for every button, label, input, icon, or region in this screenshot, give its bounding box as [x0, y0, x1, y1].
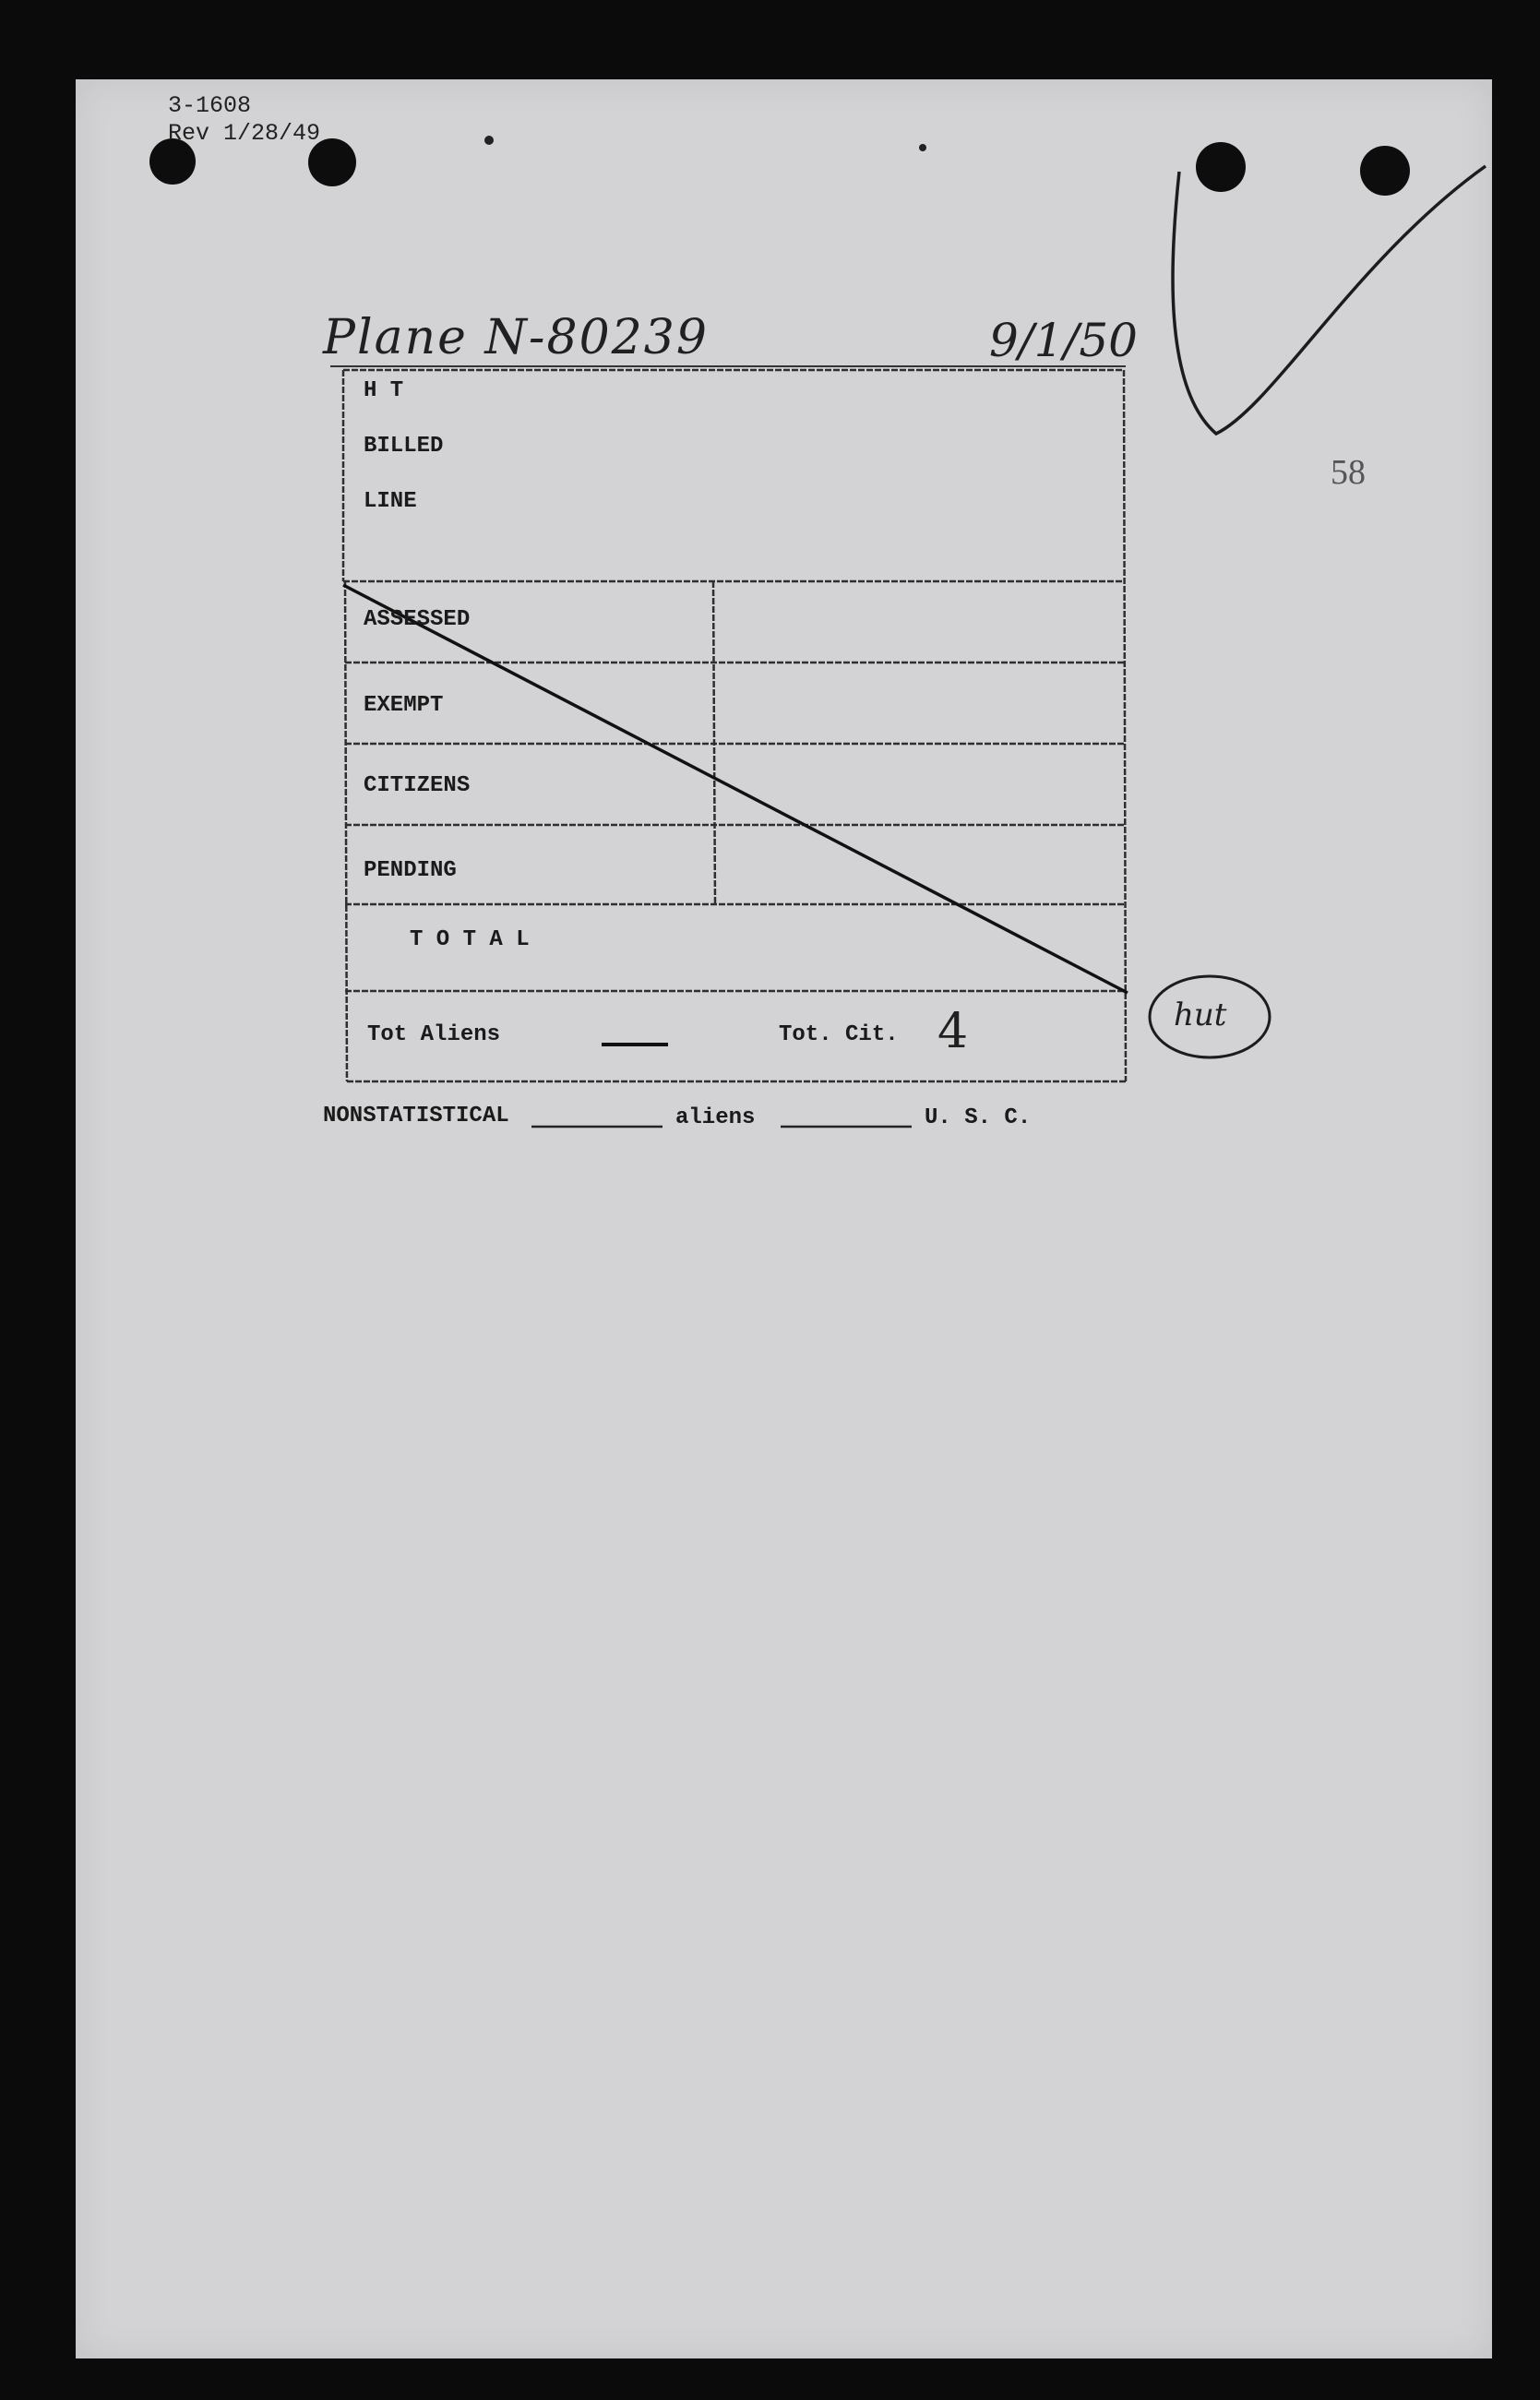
handwritten-date: 9/1/50 — [989, 314, 1138, 367]
row-label-pending: PENDING — [364, 858, 457, 883]
tot-cit-label: Tot. Cit. — [779, 1022, 899, 1047]
row-label-billed: BILLED — [364, 434, 444, 459]
form-revision: Rev 1/28/49 — [168, 120, 321, 147]
row-label-line: LINE — [364, 489, 417, 514]
circled-initials: hut — [1174, 997, 1227, 1033]
tot-aliens-label: Tot Aliens — [367, 1022, 501, 1047]
tot-cit-value: 4 — [937, 1004, 969, 1059]
row-label-exempt: EXEMPT — [364, 693, 444, 718]
usc-label: U. S. C. — [925, 1105, 1032, 1130]
page-number: 58 — [1331, 453, 1366, 492]
nonstatistical-label: NONSTATISTICAL — [323, 1104, 509, 1128]
aliens-label: aliens — [675, 1105, 756, 1130]
row-label-ht: H T — [364, 378, 404, 403]
handwritten-plane-number: Plane N-80239 — [323, 310, 709, 365]
total-label: T O T A L — [410, 927, 530, 952]
row-label-citizens: CITIZENS — [364, 773, 471, 798]
form-number: 3-1608 — [168, 92, 252, 119]
row-label-assessed: ASSESSED — [364, 607, 471, 632]
